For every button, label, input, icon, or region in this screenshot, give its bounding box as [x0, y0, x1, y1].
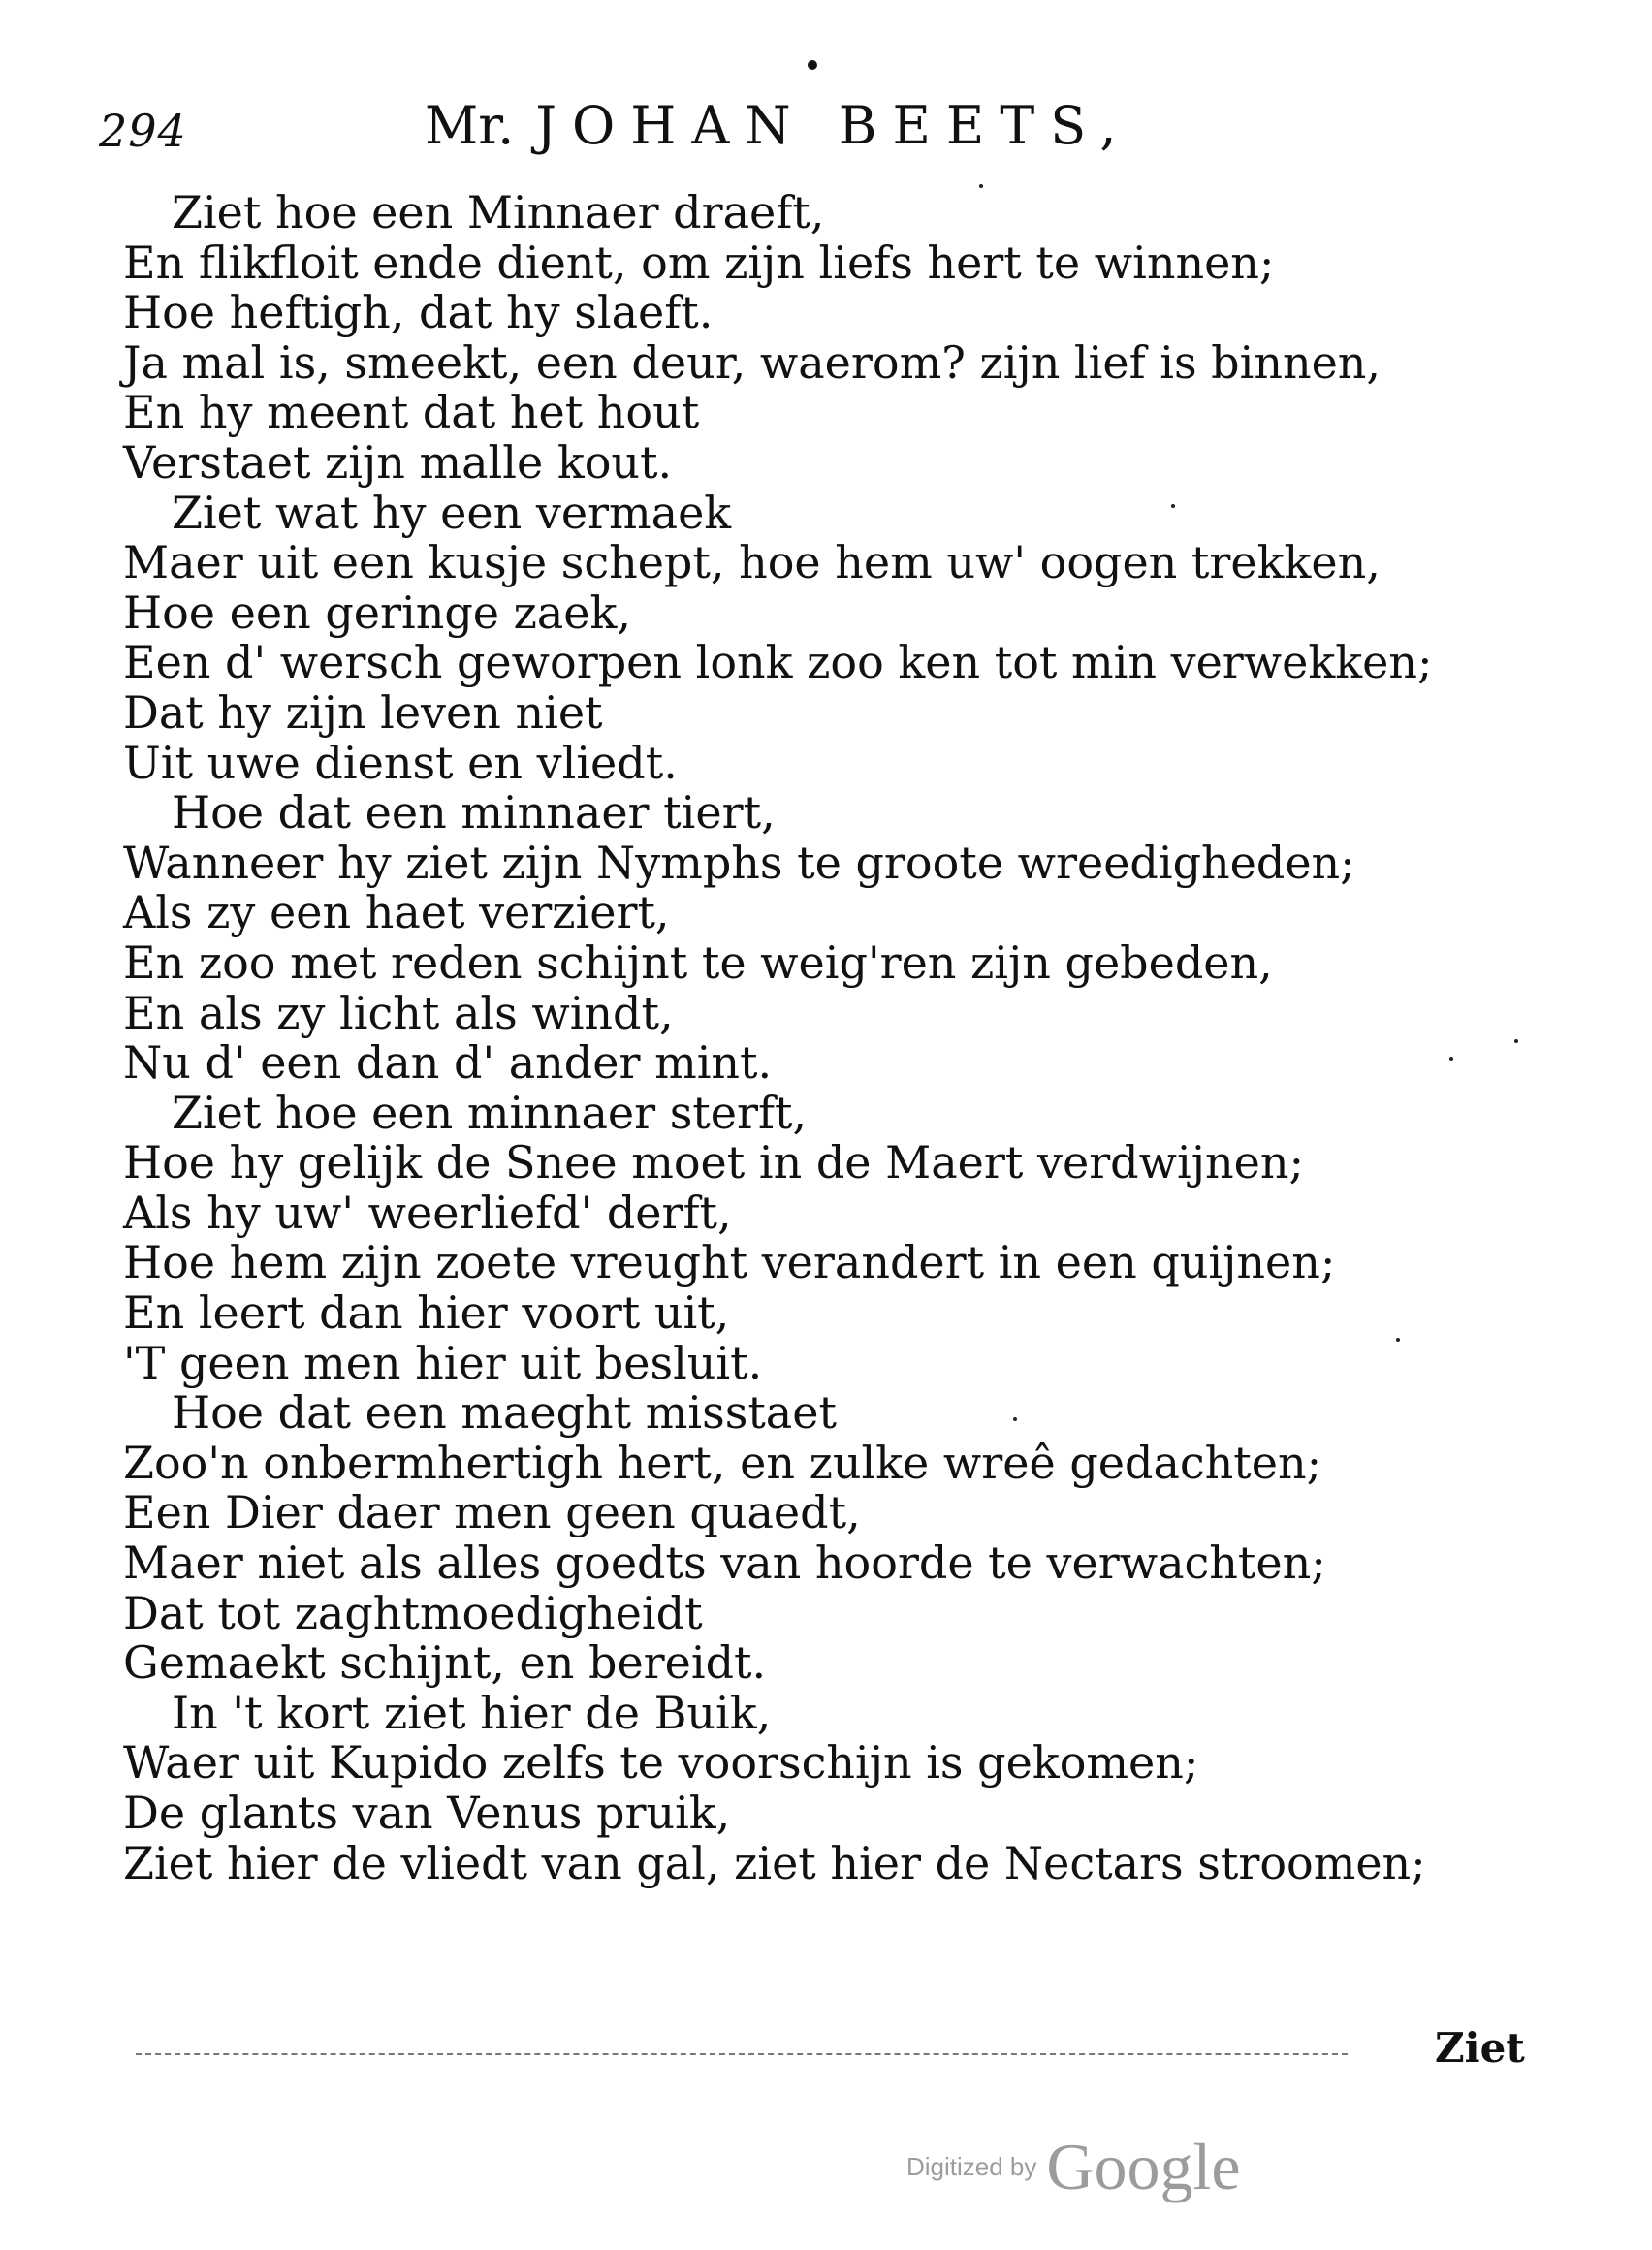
poem-text — [123, 188, 1480, 1888]
poem-line: Hoe dat een maeght misstaet — [172, 1386, 837, 1440]
poem-line: Als zy een haet verziert, — [123, 886, 670, 939]
poem-line: De glants van Venus pruik, — [123, 1787, 731, 1839]
print-speck — [1514, 1039, 1518, 1043]
poem-line: Hoe hem zijn zoete vreught verandert in een quijnen; — [123, 1236, 1336, 1289]
running-head-prefix: Mr. — [425, 95, 515, 156]
poem-line: Wanneer hy ziet zijn Nymphs te groote wreedigheden; — [123, 836, 1355, 889]
header-ornament-dot — [808, 60, 817, 70]
catchword: Ziet — [1435, 2024, 1525, 2072]
poem-line: In 't kort ziet hier de Buik, — [172, 1686, 772, 1739]
poem-line: Waer uit Kupido zelfs te voorschijn is gekomen; — [123, 1736, 1199, 1790]
poem-line: Een d' wersch geworpen lonk zoo ken tot min verwekken; — [123, 636, 1433, 689]
bottom-rule — [136, 2053, 1348, 2055]
watermark-digitized-by: Digitized by — [906, 2152, 1037, 2181]
poem-line: Als hy uw' weerliefd' derft, — [123, 1186, 732, 1239]
poem-line: Dat tot zaghtmoedigheidt — [123, 1586, 703, 1639]
print-speck — [1449, 1057, 1453, 1061]
poem-line: Maer uit een kusje schept, hoe hem uw' oogen trekken, — [123, 536, 1381, 589]
watermark-brand: Google — [1046, 2130, 1241, 2203]
print-speck — [979, 184, 983, 188]
poem-line: Ja mal is, smeekt, een deur, waerom? zijn lief is binnen, — [123, 335, 1382, 389]
poem-line: En zoo met reden schijnt te weig'ren zijn gebeden, — [123, 935, 1273, 989]
running-head-author: JOHAN BEETS, — [535, 95, 1132, 156]
poem-line: Gemaekt schijnt, en bereidt. — [123, 1636, 767, 1690]
running-head — [425, 95, 1132, 156]
poem-line: Verstaet zijn malle kout. — [123, 435, 673, 489]
poem-line: Dat hy zijn leven niet — [123, 685, 603, 739]
poem-line: En leert dan hier voort uit, — [123, 1286, 730, 1340]
poem-line: Nu d' een dan d' ander mint. — [123, 1036, 773, 1090]
print-speck — [1171, 504, 1175, 508]
poem-line: Maer niet als alles goedts van hoorde te verwachten; — [123, 1537, 1326, 1590]
poem-line: Uit uwe dienst en vliedt. — [123, 736, 678, 789]
poem-line: Hoe heftigh, dat hy slaeft. — [123, 286, 714, 339]
poem-line: Ziet hoe een Minnaer draeft, — [172, 186, 825, 238]
page-number: 294 — [99, 105, 187, 157]
print-speck — [1013, 1417, 1017, 1421]
digitization-watermark — [906, 2129, 1241, 2205]
poem-line: Ziet wat hy een vermaek — [172, 486, 732, 539]
print-speck — [1396, 1338, 1400, 1342]
poem-line: En hy meent dat het hout — [123, 386, 700, 439]
poem-line: Ziet hier de vliedt van gal, ziet hier de Nectars stroomen; — [123, 1836, 1426, 1889]
poem-line: 'T geen men hier uit besluit. — [123, 1336, 763, 1389]
poem-line: Zoo'n onbermhertigh hert, en zulke wreê gedachten; — [123, 1436, 1322, 1489]
poem-line: Ziet hoe een minnaer sterft, — [172, 1086, 808, 1139]
poem-line: Hoe een geringe zaek, — [123, 586, 632, 639]
poem-line: Hoe hy gelijk de Snee moet in de Maert verdwijnen; — [123, 1136, 1304, 1189]
poem-line: Een Dier daer men geen quaedt, — [123, 1486, 861, 1539]
poem-line: En flikfloit ende dient, om zijn liefs hert te winnen; — [123, 236, 1275, 289]
poem-line: Hoe dat een minnaer tiert, — [172, 786, 776, 840]
poem-line: En als zy licht als windt, — [123, 986, 674, 1039]
